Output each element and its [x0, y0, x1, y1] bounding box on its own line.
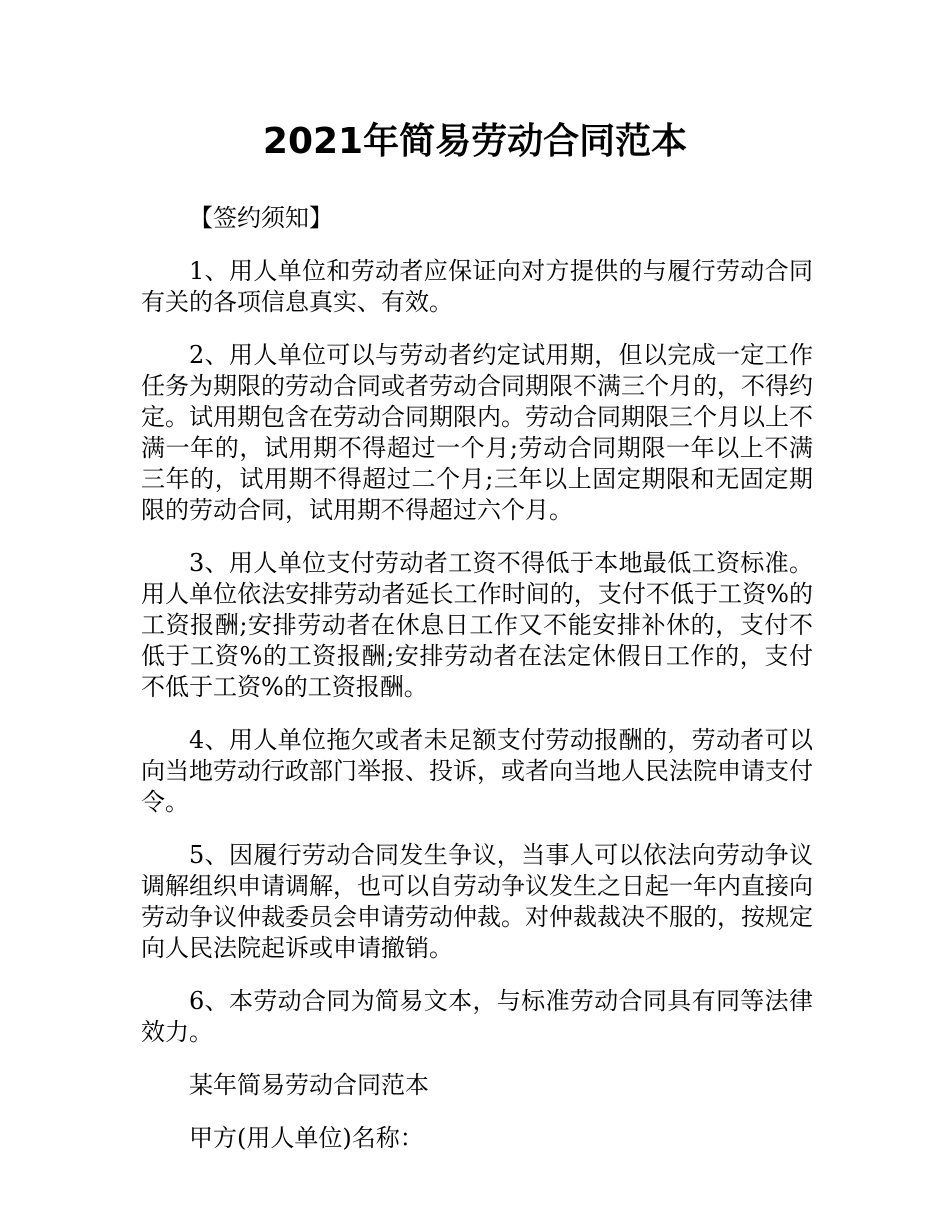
notice-paragraph-4: 4、用人单位拖欠或者未足额支付劳动报酬的，劳动者可以向当地劳动行政部门举报、投诉，或者向当地人民法院申请支付令。: [141, 726, 813, 816]
document-title: 2021年简易劳动合同范本: [262, 121, 688, 162]
notice-paragraph-1: 1、用人单位和劳动者应保证向对方提供的与履行劳动合同有关的各项信息真实、有效。: [141, 257, 813, 316]
document-body: [141, 203, 813, 1176]
notice-paragraph-3: 3、用人单位支付劳动者工资不得低于本地最低工资标准。用人单位依法安排劳动者延长工作时间的，支付不低于工资%的工资报酬;安排劳动者在休息日工作又不能安排补休的，支付不低于工资%的工资报酬;安排劳动者在法定休假日工作的，支付不低于工资%的工资报酬。: [141, 549, 813, 701]
notice-paragraph-6: 6、本劳动合同为简易文本，与标准劳动合同具有同等法律效力。: [141, 987, 813, 1046]
party-a-label: 甲方(用人单位)名称：: [189, 1124, 424, 1152]
notice-paragraph-2: 2、用人单位可以与劳动者约定试用期，但以完成一定工作任务为期限的劳动合同或者劳动合同期限不满三个月的，不得约定。试用期包含在劳动合同期限内。劳动合同期限三个月以上不满一年的，试用期不得超过一个月;劳动合同期限一年以上不满三年的，试用期不得超过二个月;三年以上固定期限和无固定期限的劳动合同，试用期不得超过六个月。: [141, 341, 813, 524]
notice-paragraph-5: 5、因履行劳动合同发生争议，当事人可以依法向劳动争议调解组织申请调解，也可以自劳动争议发生之日起一年内直接向劳动争议仲裁委员会申请劳动仲裁。对仲裁裁决不服的，按规定向人民法院起诉或申请撤销。: [141, 841, 813, 962]
contract-subtitle: 某年简易劳动合同范本: [189, 1071, 429, 1099]
notice-heading: 【签约须知】: [189, 204, 333, 232]
